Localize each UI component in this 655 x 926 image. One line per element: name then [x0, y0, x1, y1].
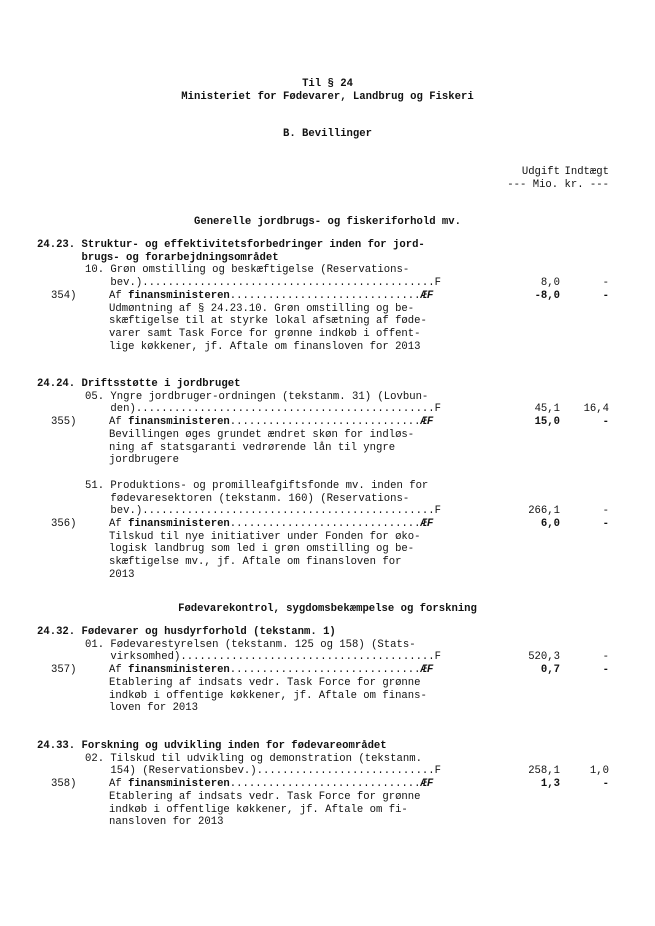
leader-dots: ..............................	[229, 664, 421, 677]
amount-indtaegt: -	[602, 651, 609, 664]
change-number: 354)	[51, 289, 77, 302]
change-amount-udgift: 15,0	[534, 416, 560, 429]
amount-indtaegt: -	[602, 505, 609, 518]
change-amount-indtaegt: -	[602, 664, 609, 677]
change-prefix: Af	[109, 416, 129, 429]
change-description: skæftigelse til at styrke lokal afsætning af føde-	[109, 315, 427, 328]
change-line	[109, 518, 433, 530]
item-line: bev.)..............................................F	[85, 277, 442, 290]
change-description: jordbrugere	[109, 454, 179, 467]
account-title: 24.23. Struktur- og effektivitetsforbedringer inden for jord-	[37, 239, 425, 251]
change-description: lige køkkener, jf. Aftale om finansloven for 2013	[109, 340, 421, 353]
account-title: 24.33. Forskning og udvikling inden for fødevareområdet	[37, 740, 387, 752]
change-amount-indtaegt: -	[602, 518, 609, 530]
leader-dots: ..............................	[229, 518, 421, 530]
change-description: nansloven for 2013	[109, 816, 224, 829]
account-title: brugs- og forarbejdningsområdet	[37, 251, 279, 264]
change-number: 357)	[51, 664, 77, 677]
change-line	[109, 664, 433, 676]
column-header-udgift: Udgift	[521, 166, 560, 178]
change-amount-indtaegt: -	[602, 289, 609, 302]
change-description: indkøb i offentige køkkener, jf. Aftale om finans-	[109, 689, 427, 702]
item-line: 154) (Reservationsbev.)............................F	[85, 765, 442, 778]
change-line	[109, 416, 433, 428]
change-source: finansministeren	[128, 664, 230, 677]
item-line: 51. Produktions- og promilleafgiftsfonde mv. inden for	[85, 479, 429, 492]
change-description: 2013	[109, 568, 135, 581]
change-number: 358)	[51, 778, 77, 791]
item-line: 01. Fødevarestyrelsen (tekstanm. 125 og 158) (Stats-	[85, 638, 416, 651]
change-description: logisk landbrug som led i grøn omstilling og be-	[109, 543, 415, 556]
amount-udgift: 45,1	[534, 403, 560, 416]
amount-indtaegt: -	[602, 277, 609, 290]
account-title: 24.24. Driftsstøtte i jordbruget	[37, 378, 241, 390]
change-prefix: Af	[109, 289, 129, 302]
change-prefix: Af	[109, 664, 129, 677]
change-description: Bevillingen øges grundet ændret skøn for indløs-	[109, 428, 415, 441]
change-code: ÆF	[420, 664, 434, 677]
amount-indtaegt: 1,0	[589, 765, 609, 778]
ministry-title: Ministeriet for Fødevarer, Landbrug og Fiskeri	[181, 91, 474, 103]
amount-udgift: 520,3	[528, 651, 560, 664]
amount-indtaegt: 16,4	[583, 403, 609, 416]
change-line	[109, 290, 433, 302]
change-amount-indtaegt: -	[602, 778, 609, 791]
change-description: ning af statsgaranti vedrørende lån til yngre	[109, 441, 396, 454]
amount-udgift: 258,1	[528, 765, 560, 778]
change-description: indkøb i offentlige køkkener, jf. Aftale om fi-	[109, 803, 408, 816]
change-source: finansministeren	[128, 778, 230, 791]
change-description: Etablering af indsats vedr. Task Force for grønne	[109, 790, 421, 803]
change-description: Etablering af indsats vedr. Task Force for grønne	[109, 676, 421, 689]
change-line	[109, 778, 433, 790]
change-description: varer samt Task Force for grønne indkøb i offent-	[109, 327, 421, 340]
change-prefix: Af	[109, 518, 129, 530]
change-code: ÆF	[420, 416, 434, 429]
change-description: loven for 2013	[109, 702, 199, 715]
change-amount-udgift: 1,3	[540, 778, 560, 791]
change-number: 356)	[51, 518, 77, 530]
change-description: Tilskud til nye initiativer under Fonden for øko-	[109, 530, 421, 543]
amount-udgift: 8,0	[540, 277, 560, 290]
section-title: B. Bevillinger	[282, 128, 372, 140]
amount-udgift: 266,1	[528, 505, 560, 518]
change-number: 355)	[51, 416, 77, 429]
change-code: ÆF	[420, 778, 434, 791]
page-title: Til § 24	[302, 78, 353, 90]
change-source: finansministeren	[128, 416, 230, 429]
column-unit-line: --- Mio. kr. ---	[507, 179, 609, 191]
change-source: finansministeren	[128, 518, 230, 530]
change-description: skæftigelse mv., jf. Aftale om finansloven for	[109, 556, 402, 569]
change-source: finansministeren	[128, 289, 230, 302]
item-line: fødevaresektoren (tekstanm. 160) (Reservations-	[85, 492, 410, 505]
change-prefix: Af	[109, 778, 129, 791]
change-description: Udmøntning af § 24.23.10. Grøn omstilling og be-	[109, 302, 415, 315]
item-line: 05. Yngre jordbruger-ordningen (tekstanm. 31) (Lovbun-	[85, 390, 429, 403]
item-line: 10. Grøn omstilling og beskæftigelse (Reservations-	[85, 264, 410, 277]
column-header-indtaegt: Indtægt	[564, 166, 609, 178]
item-line: den)...............................................F	[85, 403, 442, 416]
leader-dots: ..............................	[229, 289, 421, 302]
leader-dots: ..............................	[229, 416, 421, 429]
change-amount-udgift: -8,0	[534, 289, 560, 302]
change-code: ÆF	[420, 518, 434, 530]
group-heading: Fødevarekontrol, sygdomsbekæmpelse og forskning	[178, 603, 477, 615]
change-amount-udgift: 6,0	[540, 518, 560, 530]
account-title: 24.32. Fødevarer og husdyrforhold (tekstanm. 1)	[37, 626, 336, 638]
item-line: bev.)..............................................F	[85, 505, 442, 518]
change-amount-indtaegt: -	[602, 416, 609, 429]
change-amount-udgift: 0,7	[540, 664, 560, 677]
change-code: ÆF	[420, 289, 434, 302]
leader-dots: ..............................	[229, 778, 421, 791]
item-line: virksomhed)........................................F	[85, 651, 442, 664]
item-line: 02. Tilskud til udvikling og demonstration (tekstanm.	[85, 752, 422, 765]
group-heading: Generelle jordbrugs- og fiskeriforhold mv.	[193, 216, 461, 228]
